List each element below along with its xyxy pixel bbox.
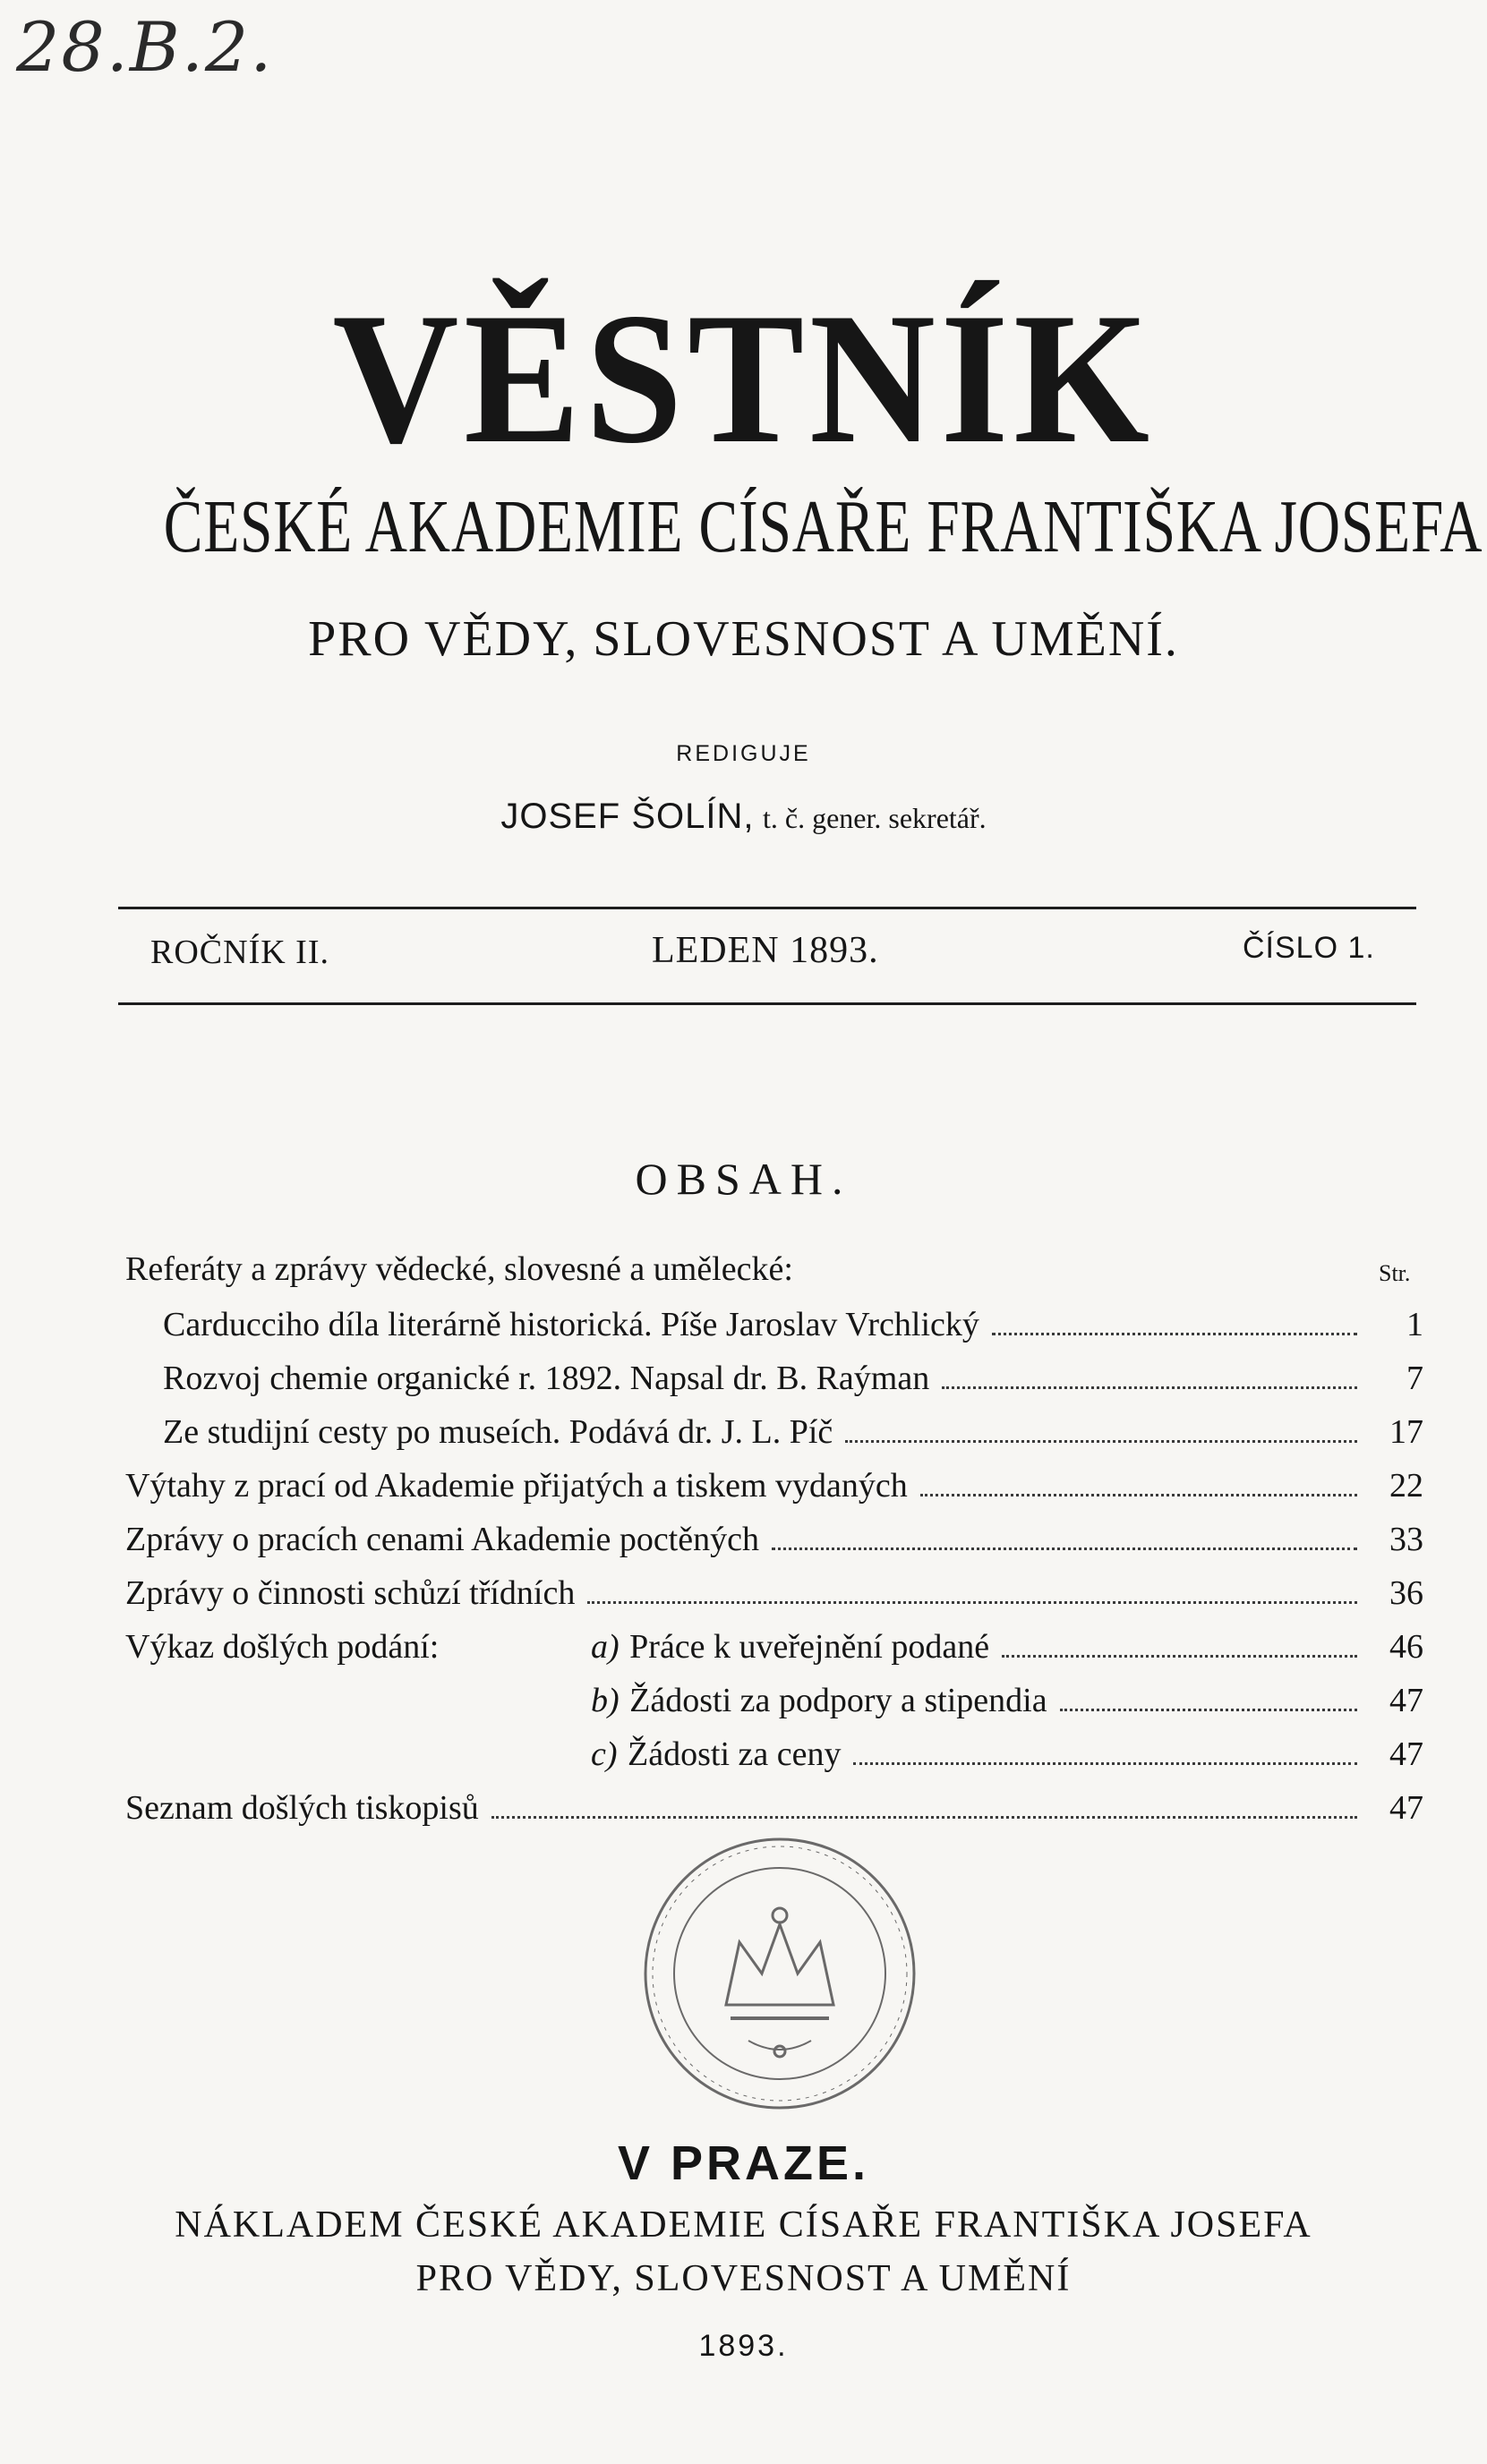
toc-leader	[491, 1816, 1357, 1819]
toc-entry	[125, 1627, 1423, 1677]
editor-caption: REDIGUJE	[676, 741, 811, 766]
toc-entry-title: Zprávy o pracích cenami Akademie poctěných	[125, 1521, 759, 1558]
toc-entry	[125, 1466, 1423, 1516]
toc-section-title: Referáty a zprávy vědecké, slovesné a umělecké:	[125, 1250, 793, 1288]
toc-entry	[125, 1735, 1423, 1785]
divider-bottom	[118, 1002, 1416, 1005]
toc-entry-title	[125, 1681, 1047, 1720]
imprint-publisher: NÁKLADEM ČESKÉ AKADEMIE CÍSAŘE FRANTIŠKA JOSEFA	[175, 2204, 1312, 2246]
toc-leader	[1060, 1709, 1357, 1711]
imprint-year: 1893.	[698, 2329, 789, 2363]
toc-entry-title: Výtahy z prací od Akademie přijatých a tiskem vydaných	[125, 1467, 908, 1505]
page-column-label: Str.	[1379, 1260, 1411, 1286]
toc-entry-letter: b)	[591, 1682, 620, 1719]
toc-entry-page: 17	[1389, 1413, 1423, 1451]
toc-entry-title: Zprávy o činnosti schůzí třídních	[125, 1574, 576, 1612]
toc-entry	[125, 1573, 1423, 1624]
editor-role: t. č. gener. sekretář.	[763, 802, 987, 834]
toc-entry-page: 1	[1406, 1306, 1423, 1343]
toc-entry-page: 7	[1406, 1360, 1423, 1397]
toc-entry	[125, 1520, 1423, 1570]
editor-line	[0, 797, 1487, 837]
editor-name: JOSEF ŠOLÍN,	[500, 797, 755, 836]
toc-leader	[920, 1494, 1357, 1496]
shelf-mark-handwritten: 28.B.2.	[16, 7, 274, 87]
toc-entry-page: 36	[1389, 1574, 1423, 1612]
toc-entry-title: Ze studijní cesty po museích. Podává dr. J. L. Píč	[163, 1413, 833, 1451]
page-title: VĚSTNÍK	[332, 275, 1155, 482]
toc-leader	[772, 1547, 1357, 1550]
toc-entry	[163, 1305, 1423, 1355]
toc-leader	[587, 1601, 1357, 1604]
toc-entry-title: Seznam došlých tiskopisů	[125, 1789, 479, 1827]
toc-entry-prefix: Výkaz došlých podání:	[125, 1628, 440, 1666]
academy-tagline: PRO VĚDY, SLOVESNOST A UMĚNÍ.	[308, 611, 1179, 667]
toc-entry-title	[125, 1735, 841, 1774]
divider-top	[118, 907, 1416, 909]
toc-entry-letter: a)	[591, 1628, 620, 1666]
academy-name: ČESKÉ AKADEMIE CÍSAŘE FRANTIŠKA JOSEFA	[163, 485, 1483, 568]
toc-entry-subtitle: Žádosti za ceny	[628, 1735, 842, 1773]
toc-entry-page: 22	[1389, 1467, 1423, 1505]
toc-entry-page: 33	[1389, 1521, 1423, 1558]
toc-entry-subtitle: Práce k uveřejnění podané	[629, 1628, 990, 1666]
toc-leader	[992, 1333, 1357, 1335]
issue-date: LEDEN 1893.	[652, 930, 879, 971]
toc-section-heading	[125, 1249, 1423, 1300]
imprint-publisher-line2: PRO VĚDY, SLOVESNOST A UMĚNÍ	[415, 2258, 1072, 2299]
toc-leader	[1002, 1655, 1357, 1658]
library-stamp-icon	[632, 1826, 927, 2121]
toc-entry-page: 46	[1389, 1628, 1423, 1666]
issue-number: ČÍSLO 1.	[1243, 931, 1375, 965]
toc-entry-letter: c)	[591, 1735, 618, 1773]
toc-entry-page: 47	[1389, 1682, 1423, 1719]
toc-entry	[163, 1412, 1423, 1462]
toc-entry-title: Rozvoj chemie organické r. 1892. Napsal dr. B. Raýman	[163, 1360, 930, 1397]
imprint-city: V PRAZE.	[617, 2136, 870, 2190]
toc-entry	[125, 1681, 1423, 1731]
toc-entry	[163, 1359, 1423, 1409]
volume-label: ROČNÍK II.	[150, 934, 329, 971]
toc-entry-page: 47	[1389, 1789, 1423, 1827]
toc-leader	[853, 1762, 1357, 1765]
toc-leader	[942, 1386, 1357, 1389]
toc-entry-title	[125, 1627, 989, 1667]
contents-heading: OBSAH.	[635, 1154, 852, 1204]
toc-leader	[845, 1440, 1357, 1443]
toc-entry-title: Carducciho díla literárně historická. Píše Jaroslav Vrchlický	[163, 1306, 979, 1343]
toc-entry-subtitle: Žádosti za podpory a stipendia	[629, 1682, 1047, 1719]
toc-entry-page: 47	[1389, 1735, 1423, 1773]
